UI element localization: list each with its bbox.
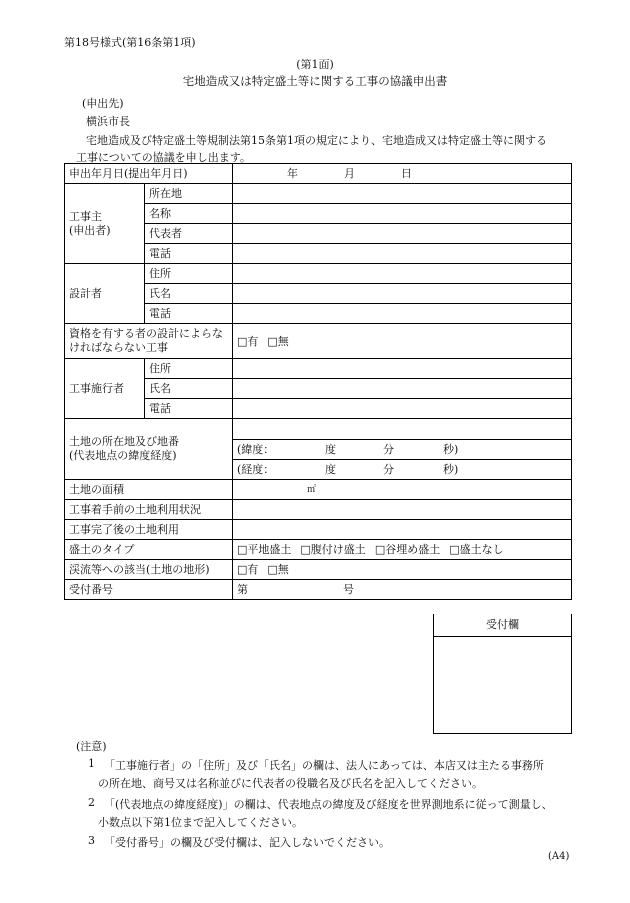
designer-label: 設計者 [65, 264, 145, 324]
receipt-box-label: 受付欄 [434, 614, 571, 637]
owner-label: 工事主 (申出者) [65, 184, 145, 264]
month-label: 月 [344, 167, 355, 180]
owner-name-label: 名称 [145, 204, 233, 224]
owner-address-label: 所在地 [145, 184, 233, 204]
note-1-line-1: 「工事施行者」の「住所」及び「氏名」の欄は、法人にあっては、本店又は主たる事務所 [104, 759, 544, 772]
note-2-number: 2 [88, 796, 95, 809]
note-1-number: 1 [88, 757, 95, 770]
addressee: 横浜市長 [86, 115, 130, 128]
after-use-field[interactable] [233, 520, 572, 540]
longitude-field[interactable]: (経度： 度 分 秒) [233, 460, 572, 480]
location-address-field[interactable] [233, 419, 572, 440]
contractor-address-field[interactable] [233, 359, 572, 379]
note-3-line-1: 「受付番号」の欄及び受付欄は、記入しないでください。 [104, 836, 390, 849]
stream-options [233, 560, 572, 580]
owner-phone-field[interactable] [233, 244, 572, 264]
note-3-number: 3 [88, 834, 95, 847]
contractor-label: 工事施行者 [65, 359, 145, 419]
valley-fill-checkbox[interactable]: □谷埋め盛土 [374, 543, 441, 556]
qualified-no-checkbox[interactable]: □無 [267, 334, 289, 348]
no-fill-checkbox[interactable]: □盛土なし [449, 543, 504, 556]
owner-name-field[interactable] [233, 204, 572, 224]
year-label: 年 [287, 167, 298, 180]
page-side-label: (第1面) [296, 58, 334, 71]
owner-phone-label: 電話 [145, 244, 233, 264]
owner-address-field[interactable] [233, 184, 572, 204]
before-use-label: 工事着手前の土地利用状況 [65, 500, 233, 520]
qualified-yes-checkbox[interactable]: □有 [237, 334, 259, 348]
area-label: 土地の面積 [65, 480, 233, 500]
document-title: 宅地造成又は特定盛土等に関する工事の協議申出書 [182, 74, 448, 88]
stream-yes-checkbox[interactable]: □有 [237, 563, 259, 576]
contractor-phone-field[interactable] [233, 399, 572, 419]
slope-fill-checkbox[interactable]: □腹付け盛土 [300, 543, 366, 556]
intro-text-line-2: 工事についての協議を申し出ます。 [76, 151, 251, 164]
receipt-stamp-box [433, 614, 572, 734]
after-use-label: 工事完了後の土地利用 [65, 520, 233, 540]
fill-type-label: 盛土のタイプ [65, 540, 233, 560]
designer-address-label: 住所 [145, 264, 233, 284]
contractor-name-label: 氏名 [145, 379, 233, 399]
fill-type-options [233, 540, 572, 560]
date-field[interactable] [233, 164, 572, 184]
applicant-to-label: (申出先) [82, 97, 124, 110]
designer-name-field[interactable] [233, 284, 572, 304]
area-field[interactable] [233, 480, 572, 500]
designer-phone-field[interactable] [233, 304, 572, 324]
paper-size-label: (A4) [548, 851, 570, 862]
qualified-design-options [233, 324, 572, 359]
designer-name-label: 氏名 [145, 284, 233, 304]
date-label: 申出年月日(提出年月日) [65, 164, 233, 184]
form-number: 第18号様式(第16条第1項) [64, 36, 196, 49]
intro-text-line-1: 宅地造成及び特定盛土等規制法第15条第1項の規定により、宅地造成又は特定盛土等に関する [86, 134, 547, 147]
owner-representative-field[interactable] [233, 224, 572, 244]
day-label: 日 [401, 167, 412, 180]
stream-no-checkbox[interactable]: □無 [267, 563, 289, 576]
location-label: 土地の所在地及び地番 (代表地点の緯度経度) [65, 419, 233, 480]
flat-fill-checkbox[interactable]: □平地盛土 [237, 543, 292, 556]
qualified-design-label: 資格を有する者の設計によらなければならない工事 [65, 324, 233, 359]
application-form-table [64, 163, 572, 600]
date-row [65, 164, 572, 184]
notes-heading: (注意) [76, 740, 107, 753]
area-unit: ㎡ [307, 485, 317, 495]
owner-representative-label: 代表者 [145, 224, 233, 244]
stream-label: 渓流等への該当(土地の地形) [65, 560, 233, 580]
note-1-line-2: の所在地、商号又は名称並びに代表者の役職名及び氏名を記入してください。 [98, 777, 483, 790]
designer-phone-label: 電話 [145, 304, 233, 324]
latitude-field[interactable]: (緯度： 度 分 秒) [233, 440, 572, 460]
contractor-phone-label: 電話 [145, 399, 233, 419]
receipt-number-label: 受付番号 [65, 580, 233, 600]
contractor-address-label: 住所 [145, 359, 233, 379]
receipt-number-field: 第 号 [233, 580, 572, 600]
note-2-line-1: 「(代表地点の緯度経度)」の欄は、代表地点の緯度及び経度を世界測地系に従って測量し、 [104, 798, 553, 811]
note-2-line-2: 小数点以下第1位まで記入してください。 [98, 816, 303, 829]
before-use-field[interactable] [233, 500, 572, 520]
contractor-name-field[interactable] [233, 379, 572, 399]
designer-address-field[interactable] [233, 264, 572, 284]
